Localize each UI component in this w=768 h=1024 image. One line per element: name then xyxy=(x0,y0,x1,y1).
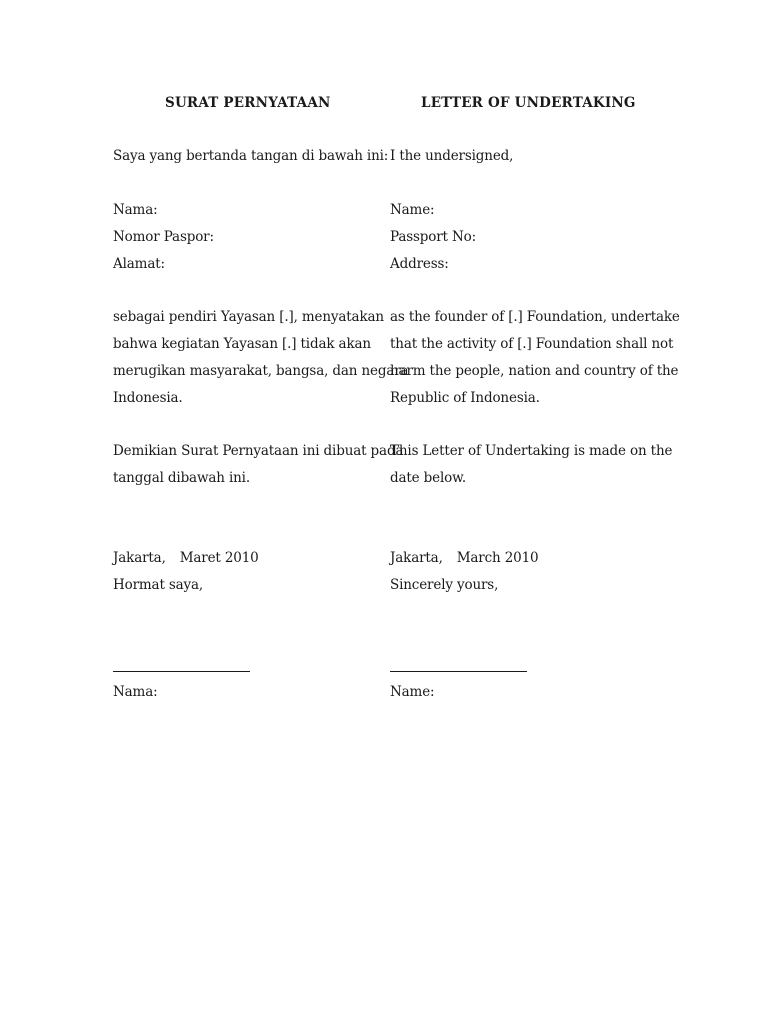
field-name-label: Nama: xyxy=(113,202,158,218)
field-passport-label: Nomor Paspor: xyxy=(113,229,214,245)
salutation: Hormat saya, xyxy=(113,577,204,593)
field-passport-label: Passport No: xyxy=(390,229,477,245)
body-line: that the activity of [.] Foundation shall not xyxy=(390,336,674,352)
body-line: Indonesia. xyxy=(113,390,183,406)
date-place: Jakarta, xyxy=(113,550,166,566)
date-month-year: March 2010 xyxy=(456,550,539,566)
intro-text: Saya yang bertanda tangan di bawah ini: xyxy=(113,148,389,164)
date-place: Jakarta, xyxy=(390,550,443,566)
field-name-label: Name: xyxy=(390,202,435,218)
closing-line: This Letter of Undertaking is made on the xyxy=(390,443,673,459)
body-line: harm the people, nation and country of the xyxy=(390,363,679,379)
field-address-label: Alamat: xyxy=(113,256,165,272)
intro-text: I the undersigned, xyxy=(390,148,514,164)
body-line: as the founder of [.] Foundation, undertake xyxy=(390,309,680,325)
body-line: merugikan masyarakat, bangsa, dan negara xyxy=(113,363,409,379)
signature-name-label: Nama: xyxy=(113,684,158,700)
date-month-year: Maret 2010 xyxy=(179,550,259,566)
heading-indonesian: SURAT PERNYATAAN xyxy=(165,95,331,111)
signature-line xyxy=(390,671,527,672)
closing-line: tanggal dibawah ini. xyxy=(113,470,250,486)
salutation: Sincerely yours, xyxy=(390,577,499,593)
signature-line xyxy=(113,671,250,672)
closing-line: date below. xyxy=(390,470,467,486)
body-line: sebagai pendiri Yayasan [.], menyatakan xyxy=(113,309,384,325)
body-line: bahwa kegiatan Yayasan [.] tidak akan xyxy=(113,336,371,352)
signature-name-label: Name: xyxy=(390,684,435,700)
date-line xyxy=(390,549,538,567)
heading-english: LETTER OF UNDERTAKING xyxy=(421,95,636,111)
body-line: Republic of Indonesia. xyxy=(390,390,540,406)
date-line xyxy=(113,549,259,567)
closing-line: Demikian Surat Pernyataan ini dibuat pada xyxy=(113,443,404,459)
field-address-label: Address: xyxy=(390,256,449,272)
